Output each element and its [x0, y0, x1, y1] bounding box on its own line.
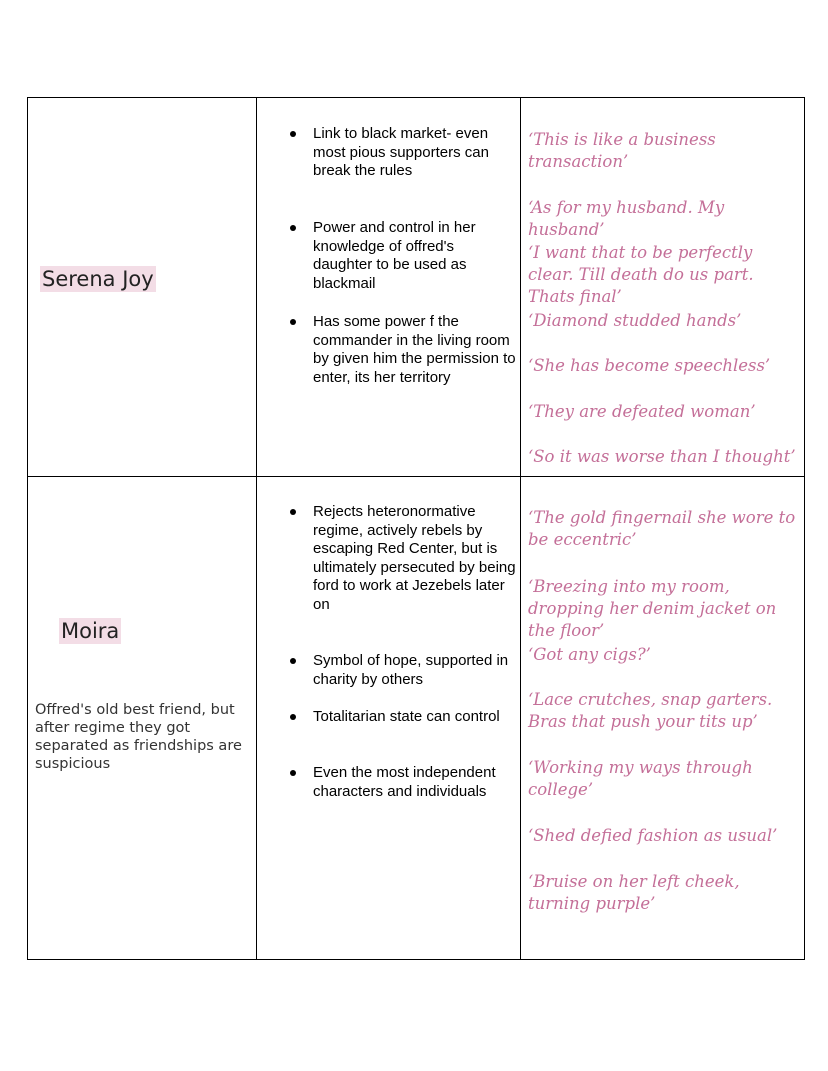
quote: ‘The gold fingernail she wore to be eccentric’ [528, 508, 796, 549]
quote: ‘This is like a business transaction’ [528, 130, 716, 171]
quote: ‘So it was worse than I thought’ [528, 447, 796, 466]
character-name: Serena Joy [42, 267, 154, 291]
quote: ‘Lace crutches, snap garters. Bras that push your tits up’ [528, 690, 773, 731]
list-item: Power and control in her knowledge of offred's daughter to be used as blackmail [285, 219, 517, 293]
table-row [28, 477, 804, 959]
quote: ‘Shed defied fashion as usual’ [528, 826, 778, 845]
character-name: Moira [61, 619, 120, 643]
quote: ‘I want that to be perfectly clear. Till death do us part. Thats final’ [528, 243, 754, 306]
notes-cell [257, 477, 521, 959]
quote: ‘Breezing into my room, dropping her denim jacket on the floor’ [528, 577, 777, 640]
quote: ‘They are defeated woman’ [528, 402, 756, 421]
list-item: Even the most independent characters and individuals [285, 764, 517, 801]
quote: ‘Diamond studded hands’ [528, 311, 742, 330]
quotes-cell [521, 477, 804, 959]
list-item: Rejects heteronormative regime, actively rebels by escaping Red Center, but is ultimately persecuted by being ford to work at Jezebels later on [285, 503, 517, 614]
character-table [27, 97, 805, 960]
quote: ‘Bruise on her left cheek, turning purple’ [528, 872, 740, 913]
quote: ‘Working my ways through college’ [528, 758, 753, 799]
quote: ‘Got any cigs?’ [528, 645, 651, 664]
list-item: Symbol of hope, supported in charity by others [285, 652, 517, 689]
character-name-cell [28, 477, 257, 959]
quote: ‘She has become speechless’ [528, 356, 771, 375]
character-description: Offred's old best friend, but after regime they got separated as friendships are suspicious [35, 702, 242, 772]
quotes-cell [521, 98, 804, 476]
character-name-cell [28, 98, 257, 476]
quote: ‘As for my husband. My husband’ [528, 198, 725, 239]
list-item: Totalitarian state can control [285, 708, 517, 727]
table-row [28, 98, 804, 477]
list-item: Link to black market- even most pious supporters can break the rules [285, 125, 517, 181]
list-item: Has some power f the commander in the living room by given him the permission to enter, its her territory [285, 313, 517, 387]
notes-cell [257, 98, 521, 476]
